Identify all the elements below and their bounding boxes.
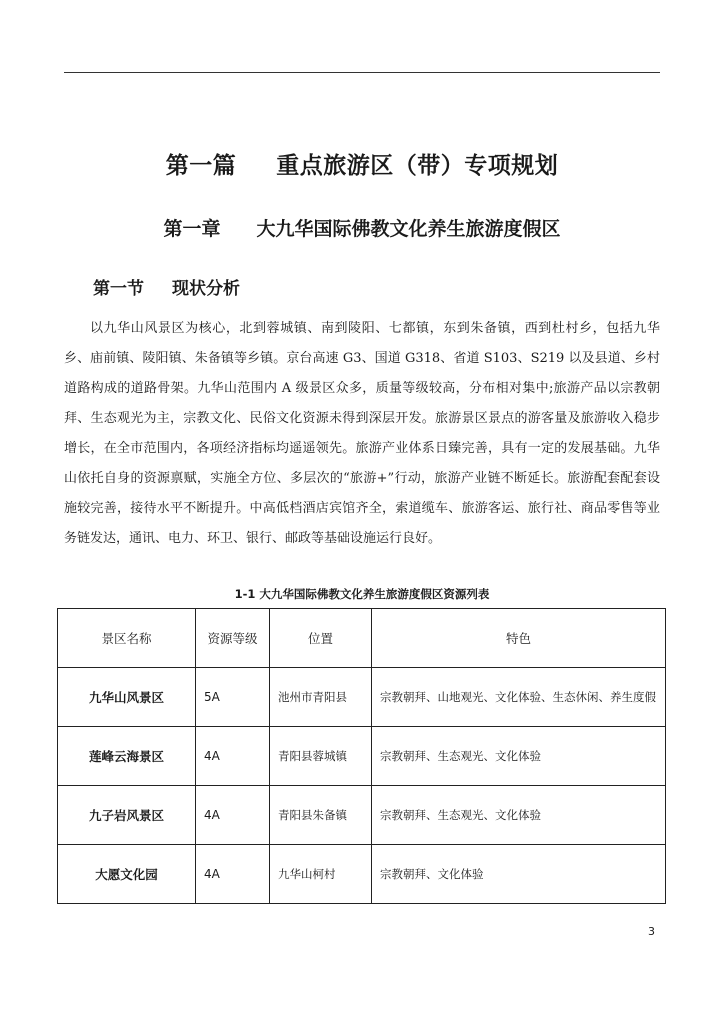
- page-number: 3: [648, 925, 655, 938]
- resource-table: [57, 608, 666, 904]
- table-row: [58, 668, 666, 727]
- cell-location: 池州市青阳县: [270, 668, 372, 727]
- table-row: [58, 727, 666, 786]
- header-grade: 资源等级: [196, 609, 270, 668]
- header-location: 位置: [270, 609, 372, 668]
- cell-name: 大愿文化园: [58, 845, 196, 904]
- cell-location: 九华山柯村: [270, 845, 372, 904]
- header-name: 景区名称: [58, 609, 196, 668]
- part-title: [0, 147, 724, 180]
- table-caption: 1-1 大九华国际佛教文化养生旅游度假区资源列表: [234, 587, 490, 601]
- header-feature: 特色: [372, 609, 666, 668]
- chapter-title-text: 大九华国际佛教文化养生旅游度假区: [256, 218, 561, 240]
- cell-grade: 4A: [196, 845, 270, 904]
- body-paragraph: 以九华山风景区为核心，北到蓉城镇、南到陵阳、七都镇，东到朱备镇，西到杜村乡，包括九华乡、庙前镇、陵阳镇、朱备镇等乡镇。京台高速 G3、国道 G318、省道 S103、S219 以及县道、乡村道路构成的道路骨架。九华山范围内 A 级景区众多，质量等级较高，分布相对集中;旅游产品以宗教朝拜、生态观光为主，宗教文化、民俗文化资源未得到深层开发。旅游景区景点的游客量及旅游收入稳步增长，在全市范围内，各项经济指标均遥遥领先。旅游产业体系日臻完善，具有一定的发展基础。九华山依托自身的资源禀赋，实施全方位、多层次的“旅游+”行动，旅游产业链不断延长。旅游配套配套设施较完善，接待水平不断提升。中高低档酒店宾馆齐全，索道缆车、旅游客运、旅行社、商品零售等业务链发达，通讯、电力、环卫、银行、邮政等基础设施运行良好。: [64, 321, 660, 546]
- cell-location: 青阳县蓉城镇: [270, 727, 372, 786]
- cell-feature: 宗教朝拜、山地观光、文化体验、生态休闲、养生度假: [372, 668, 666, 727]
- cell-location: 青阳县朱备镇: [270, 786, 372, 845]
- cell-feature: 宗教朝拜、生态观光、文化体验: [372, 727, 666, 786]
- cell-grade: 4A: [196, 727, 270, 786]
- cell-grade: 4A: [196, 786, 270, 845]
- cell-feature: 宗教朝拜、文化体验: [372, 845, 666, 904]
- header-rule: [64, 72, 660, 73]
- section-label: 第一节: [93, 279, 144, 299]
- part-label: 第一篇: [165, 153, 237, 179]
- chapter-label: 第一章: [163, 218, 221, 240]
- part-title-text: 重点旅游区（带）专项规划: [276, 153, 559, 179]
- cell-name: 九子岩风景区: [58, 786, 196, 845]
- cell-name: 九华山风景区: [58, 668, 196, 727]
- table-header-row: [58, 609, 666, 668]
- cell-feature: 宗教朝拜、生态观光、文化体验: [372, 786, 666, 845]
- chapter-title: [0, 214, 724, 241]
- table-row: [58, 786, 666, 845]
- section-title-text: 现状分析: [172, 279, 240, 299]
- cell-name: 莲峰云海景区: [58, 727, 196, 786]
- cell-grade: 5A: [196, 668, 270, 727]
- section-title: [93, 274, 240, 299]
- table-row: [58, 845, 666, 904]
